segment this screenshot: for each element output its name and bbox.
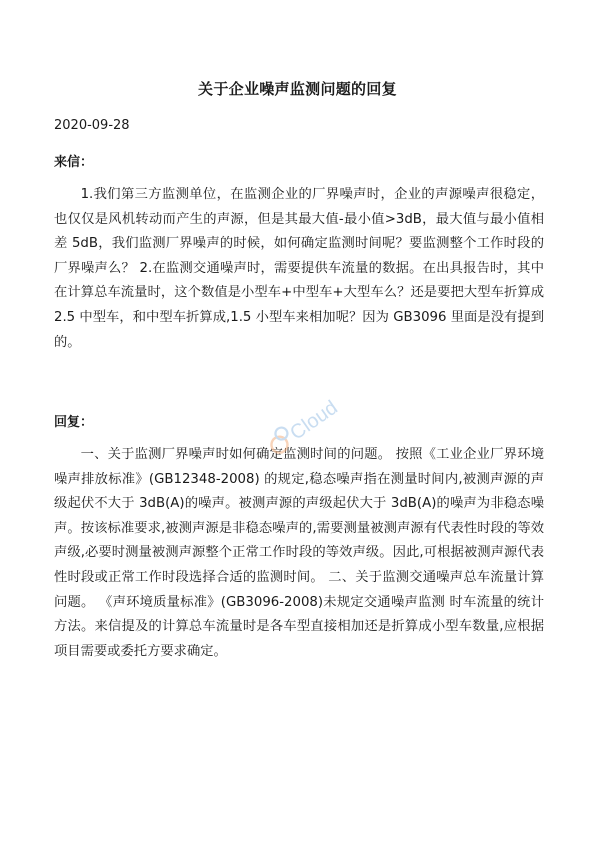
letter-heading: 来信： xyxy=(54,155,94,170)
document-title: 关于企业噪声监测问题的回复 xyxy=(198,80,397,98)
letter-paragraph: 1.我们第三方监测单位，在监测企业的厂界噪声时，企业的声源噪声很稳定，也仅仅是风机转动而产生的声源，但是其最大值-最小值>3dB，最大值与最小值相差 5dB，我们监测厂界噪声的时候，如何确定监测时间呢？要监测整个工作时段的厂界噪声么？ 2.在监测交通噪声时，需要提供车流量的数据。在出具报告时，其中在计算总车流量时，这个数值是小型车+中型车+大型车么？还是要把大型车折算成 2.5 中型车，和中型车折算成,1.5 小型车来相加呢？因为 GB3096 里面是没有提到的。 xyxy=(54,187,544,350)
svg-text:Cloud: Cloud xyxy=(286,396,342,445)
reply-paragraph: 一、关于监测厂界噪声时如何确定监测时间的问题。 按照《工业企业厂界环境噪声排放标准》(GB12348-2008) 的规定,稳态噪声指在测量时间内,被测声源的声级起伏不大于 3dB(A)的噪声。被测声源的声级起伏大于 3dB(A)的噪声为非稳态噪声。按该标准要求,被测声源是非稳态噪声的,需要测量被测声源有代表性时段的等效声级,必要时测量被测声源整个正常工作时段的等效声级。因此,可根据被测声源代表性时段或正常工作时段选择合适的监测时间。 二、关于监测交通噪声总车流量计算问题。 《声环境质量标准》(GB3096-2008)未规定交通噪声监测 时车流量的统计方法。来信提及的计算总车流量时是各车型直接相加还是折算成小型车数量,应根据项目需要或委托方要求确定。 xyxy=(54,447,544,659)
reply-heading: 回复： xyxy=(54,415,94,430)
document-date: 2020-09-28 xyxy=(54,118,130,133)
